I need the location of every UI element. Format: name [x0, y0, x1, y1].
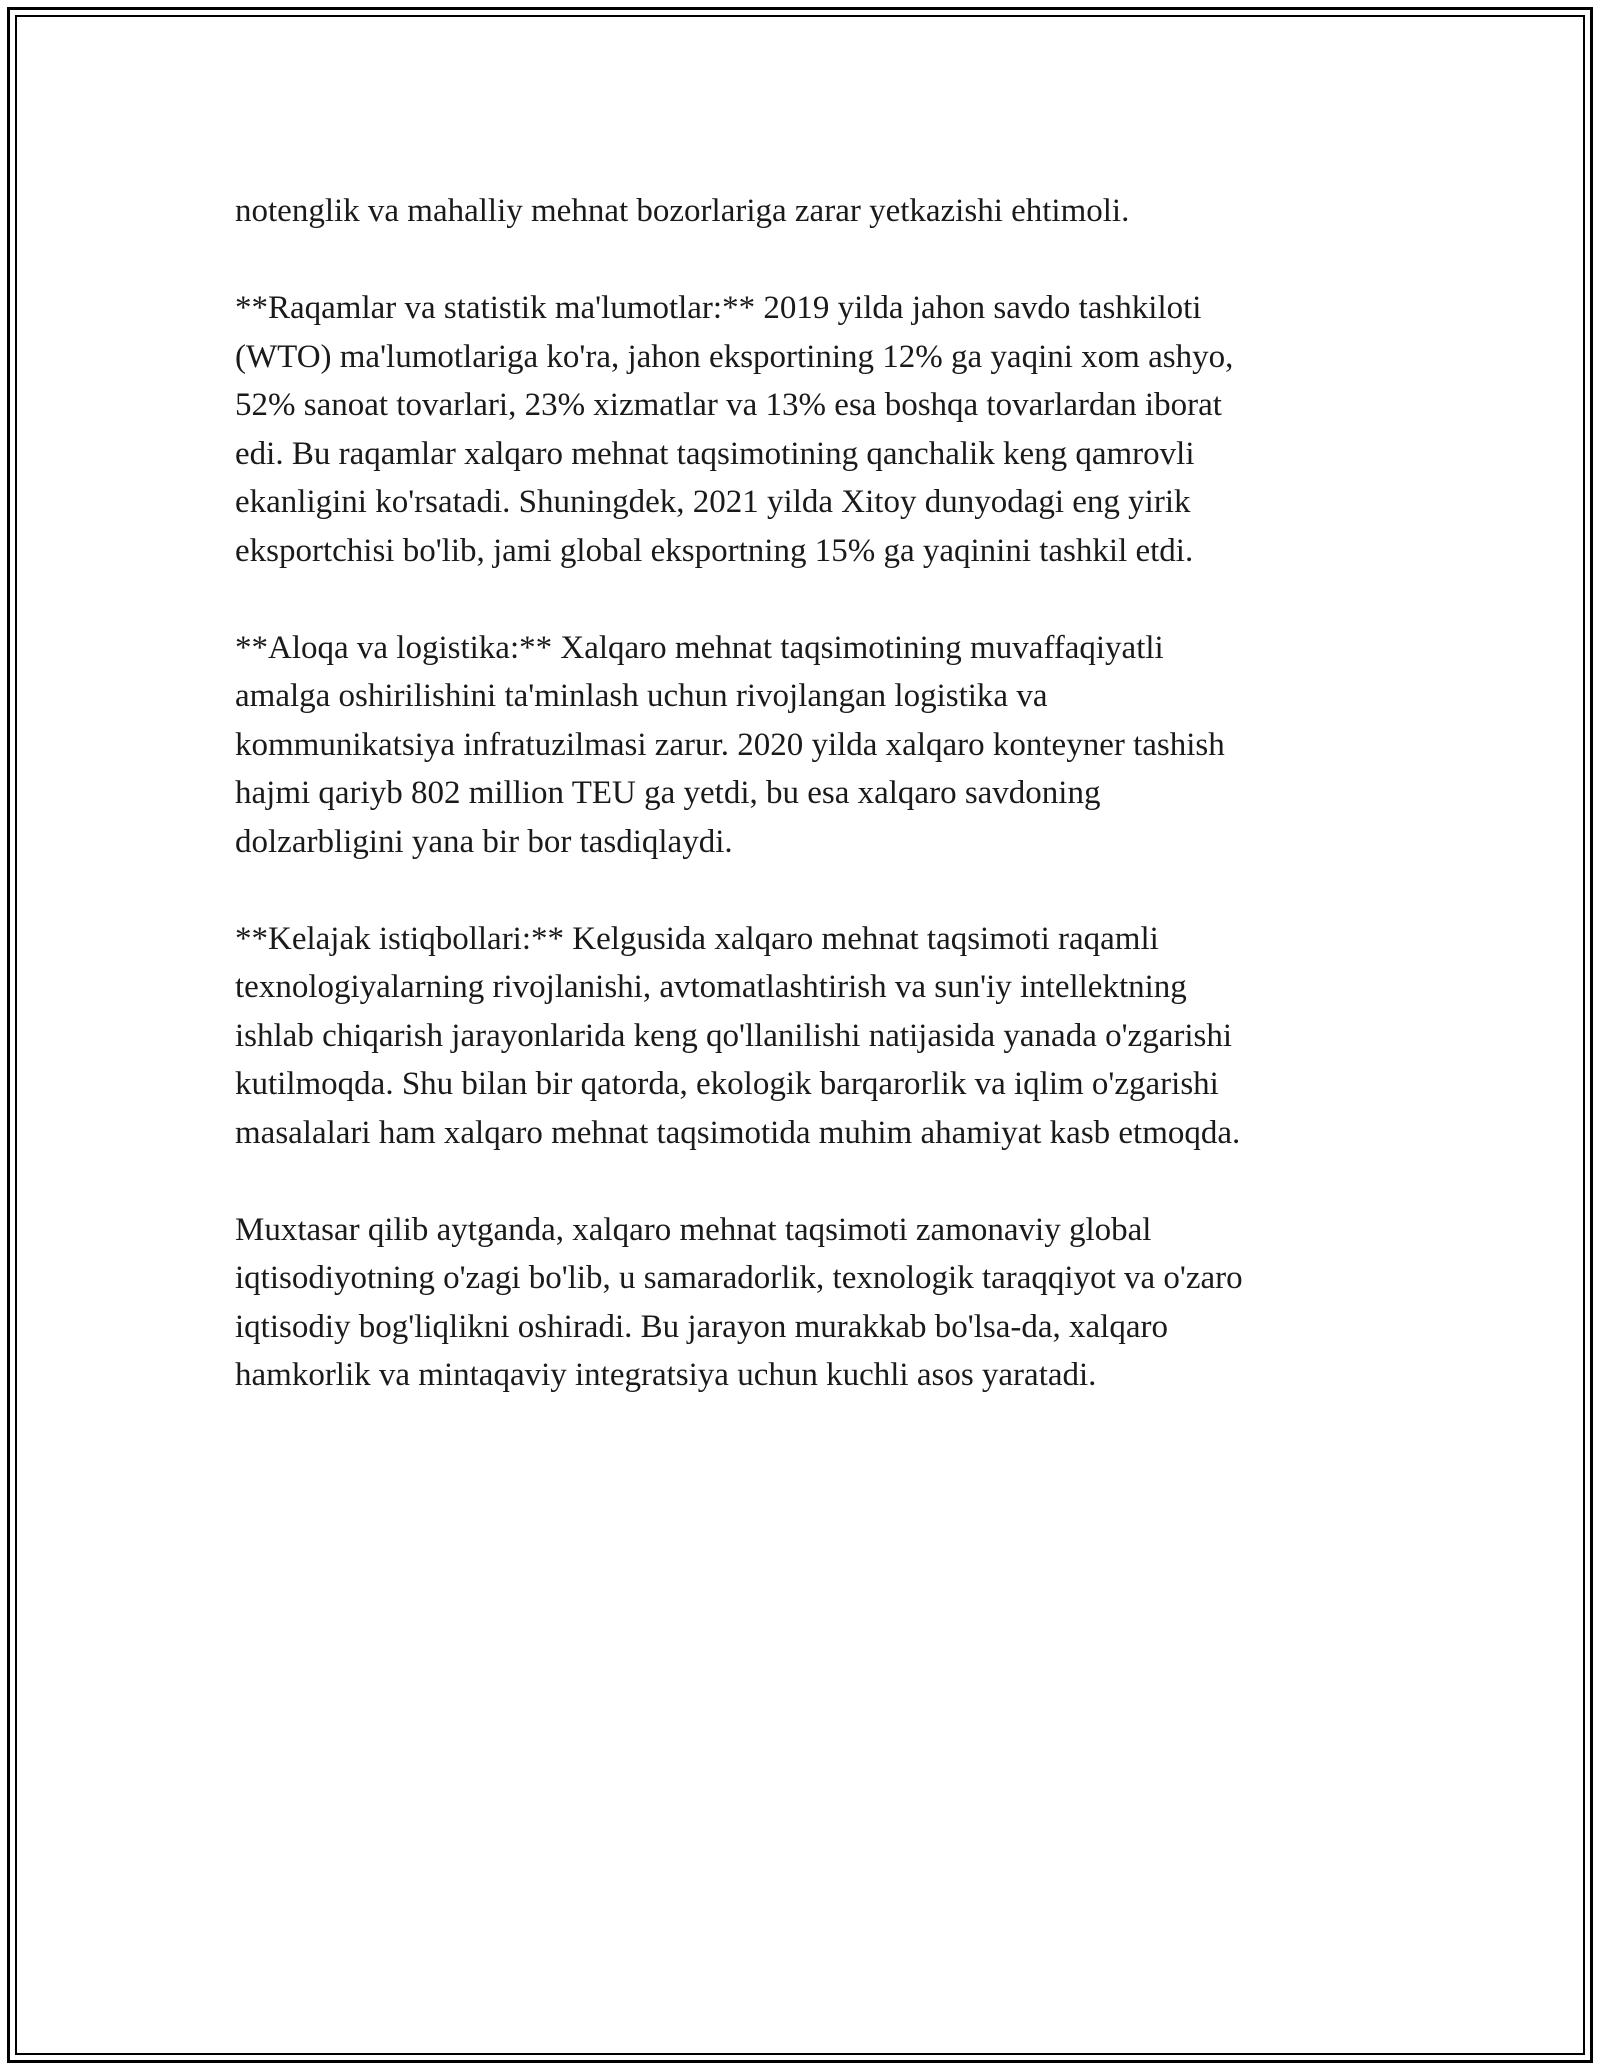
- document-body: [235, 187, 1365, 1448]
- paragraph-statistics: **Raqamlar va statistik ma'lumotlar:** 2019 yilda jahon savdo tashkiloti (WTO) ma'lumotlariga ko'ra, jahon eksportining 12% ga yaqini xom ashyo, 52% sanoat tovarlari, 23% xizmatlar va 13% esa boshqa tovarlardan iborat edi. Bu raqamlar xalqaro mehnat taqsimotining qanchalik keng qamrovli ekanligini ko'rsatadi. Shuningdek, 2021 yilda Xitoy dunyodagi eng yirik eksportchisi bo'lib, jami global eksportning 15% ga yaqinini tashkil etdi.: [235, 290, 1234, 569]
- paragraph-intro-continuation: notenglik va mahalliy mehnat bozorlariga zarar yetkazishi ehtimoli.: [235, 193, 1130, 229]
- paragraph-future-prospects: **Kelajak istiqbollari:** Kelgusida xalqaro mehnat taqsimoti raqamli texnologiyalarning rivojlanishi, avtomatlashtirish va sun'iy intellektning ishlab chiqarish jarayonlarida keng qo'llanilishi natijasida yanada o'zgarishi kutilmoqda. Shu bilan bir qatorda, ekologik barqarorlik va iqlim o'zgarishi masalalari ham xalqaro mehnat taqsimotida muhim ahamiyat kasb etmoqda.: [235, 920, 1241, 1151]
- paragraph-conclusion: Muxtasar qilib aytganda, xalqaro mehnat taqsimoti zamonaviy global iqtisodiyotning o'zagi bo'lib, u samaradorlik, texnologik taraqqiyot va o'zaro iqtisodiy bog'liqlikni oshiradi. Bu jarayon murakkab bo'lsa-da, xalqaro hamkorlik va mintaqaviy integratsiya uchun kuchli asos yaratadi.: [235, 1211, 1243, 1393]
- paragraph-logistics: **Aloqa va logistika:** Xalqaro mehnat taqsimotining muvaffaqiyatli amalga oshirilishini ta'minlash uchun rivojlangan logistika va kommunikatsiya infratuzilmasi zarur. 2020 yilda xalqaro konteyner tashish hajmi qariyb 802 million TEU ga yetdi, bu esa xalqaro savdoning dolzarbligini yana bir bor tasdiqlaydi.: [235, 629, 1225, 860]
